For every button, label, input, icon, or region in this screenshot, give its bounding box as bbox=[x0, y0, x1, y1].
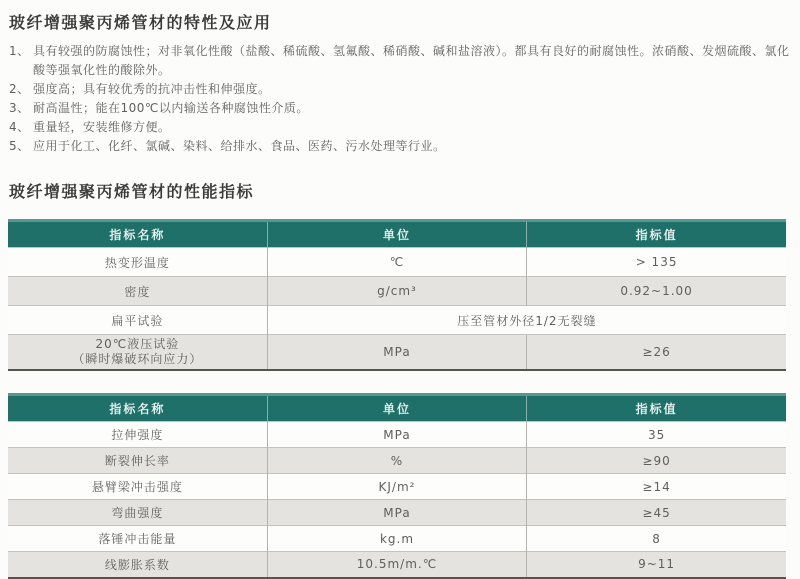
table-header-row bbox=[8, 221, 786, 248]
spec-table-2 bbox=[8, 393, 786, 579]
table-row bbox=[8, 306, 786, 335]
cell-indicator-name: 密度 bbox=[8, 277, 267, 306]
cell-unit: KJ/m² bbox=[267, 474, 526, 500]
table-header-row bbox=[8, 395, 786, 422]
cell-value: 9~11 bbox=[527, 552, 786, 578]
table-row bbox=[8, 277, 786, 306]
cell-unit: MPa bbox=[267, 422, 526, 448]
feature-item bbox=[9, 42, 792, 80]
cell-value: ≥26 bbox=[527, 335, 786, 371]
cell-value: ≥45 bbox=[527, 500, 786, 526]
cell-merged-result: 压至管材外径1/2无裂缝 bbox=[267, 306, 786, 335]
column-header-indicator-name: 指标名称 bbox=[8, 395, 267, 422]
cell-unit: MPa bbox=[267, 500, 526, 526]
feature-number: 3、 bbox=[9, 101, 30, 115]
feature-text: 强度高；具有较优秀的抗冲击性和伸强度。 bbox=[33, 82, 271, 96]
feature-text: 应用于化工、化纤、氯碱、染料、给排水、食品、医药、污水处理等行业。 bbox=[33, 139, 446, 153]
cell-indicator-name: 线膨胀系数 bbox=[8, 552, 267, 578]
feature-text: 具有较强的防腐蚀性；对非氧化性酸（盐酸、稀硫酸、氢氟酸、稀硝酸、碱和盐溶液）。都具有良好的耐腐蚀性。浓硝酸、发烟硫酸、氯化酸等强氧化性的酸除外。 bbox=[33, 44, 790, 77]
cell-unit: 10.5m/m.℃ bbox=[267, 552, 526, 578]
cell-unit: g/cm³ bbox=[267, 277, 526, 306]
cell-indicator-name: 悬臂梁冲击强度 bbox=[8, 474, 267, 500]
cell-value: 8 bbox=[527, 526, 786, 552]
table-row bbox=[8, 248, 786, 277]
spec-table-1 bbox=[8, 219, 786, 371]
table-row bbox=[8, 448, 786, 474]
cell-indicator-name: 热变形温度 bbox=[8, 248, 267, 277]
cell-value: ≥90 bbox=[527, 448, 786, 474]
cell-indicator-name-line2: （瞬时爆破环向应力） bbox=[72, 352, 203, 366]
cell-value: ≥14 bbox=[527, 474, 786, 500]
cell-indicator-name: 断裂伸长率 bbox=[8, 448, 267, 474]
feature-item bbox=[9, 99, 792, 118]
table-row bbox=[8, 422, 786, 448]
table-row bbox=[8, 552, 786, 578]
cell-indicator-name: 拉伸强度 bbox=[8, 422, 267, 448]
column-header-indicator-value: 指标值 bbox=[527, 221, 786, 248]
column-header-indicator-value: 指标值 bbox=[527, 395, 786, 422]
feature-item bbox=[9, 80, 792, 99]
feature-item bbox=[9, 118, 792, 137]
column-header-indicator-name: 指标名称 bbox=[8, 221, 267, 248]
feature-number: 5、 bbox=[9, 139, 30, 153]
cell-value: 0.92~1.00 bbox=[527, 277, 786, 306]
table-row bbox=[8, 335, 786, 371]
cell-indicator-name: 弯曲强度 bbox=[8, 500, 267, 526]
cell-indicator-name: 扁平试验 bbox=[8, 306, 267, 335]
cell-indicator-name-line1: 20℃液压试验 bbox=[95, 337, 180, 351]
features-section-title: 玻纤增强聚丙烯管材的特性及应用 bbox=[9, 13, 272, 32]
feature-item bbox=[9, 137, 792, 156]
feature-number: 4、 bbox=[9, 120, 30, 134]
feature-number: 1、 bbox=[9, 44, 30, 58]
performance-section-title: 玻纤增强聚丙烯管材的性能指标 bbox=[9, 182, 255, 201]
cell-unit: MPa bbox=[267, 335, 526, 371]
cell-unit: % bbox=[267, 448, 526, 474]
cell-indicator-name bbox=[8, 335, 267, 371]
table-row bbox=[8, 474, 786, 500]
feature-number: 2、 bbox=[9, 82, 30, 96]
table-row bbox=[8, 526, 786, 552]
cell-unit: ℃ bbox=[267, 248, 526, 277]
column-header-unit: 单位 bbox=[267, 395, 526, 422]
features-list bbox=[9, 42, 792, 156]
cell-unit: kg.m bbox=[267, 526, 526, 552]
cell-value: 35 bbox=[527, 422, 786, 448]
cell-indicator-name: 落锤冲击能量 bbox=[8, 526, 267, 552]
column-header-unit: 单位 bbox=[267, 221, 526, 248]
feature-text: 重量轻，安装维修方便。 bbox=[33, 120, 171, 134]
feature-text: 耐高温性；能在100℃以内输送各种腐蚀性介质。 bbox=[33, 101, 309, 115]
table-row bbox=[8, 500, 786, 526]
cell-value: > 135 bbox=[527, 248, 786, 277]
